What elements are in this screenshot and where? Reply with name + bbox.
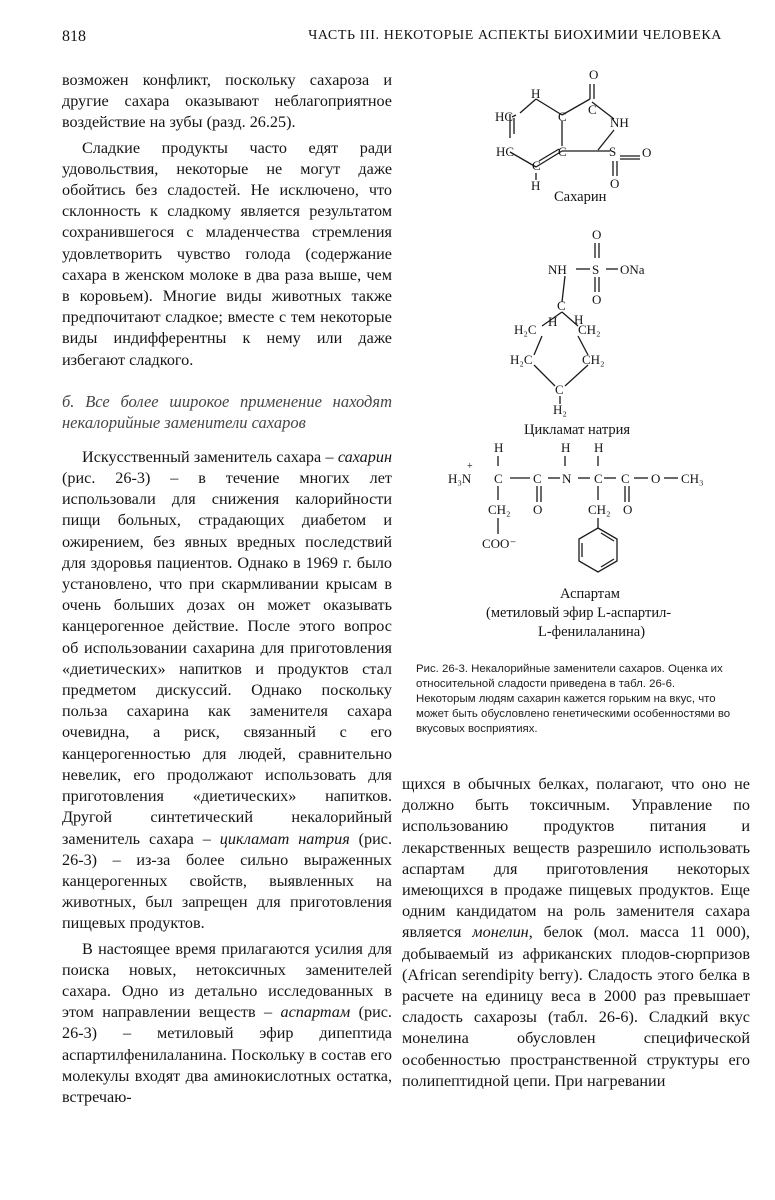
paragraph: Сладкие продукты часто едят ради удовольствия, некоторые не могут даже обойтись без сладостей. Не исключено, что склонность к сладкому является результатом сохранившегося с младенчества стремления удовлетворить чувство голода (содержание сахара в женском молоке в два раза выше, чем в коровьем). Многие виды животных также предпочитают сладкое; вместе с тем некоторые виды индифферентны к нему или даже избегают сладкого.	[62, 138, 392, 369]
atom-label: C	[494, 471, 503, 486]
atom-label: C	[588, 102, 597, 117]
atom-label: C	[532, 158, 541, 173]
paragraph: щихся в обычных белках, полагают, что оно не должно быть токсичным. Управление по использованию продуктов питания и лекарственных веществ разрешило использовать аспартам для приготовления некоторых имеющихся в продаже пищевых продуктов. Еще одним кандидатом на роль заменителя сахара является монелин, белок (мол. масса 11 000), добываемый из африканских плодов-сюрпризов (African serendipity berry). Сладость этого белка в расчете на единицу веса в 2000 раз превышает сладость сахарозы (табл. 26-6). Сладкий вкус монелина обусловлен специфической особенностью пространственной структуры его полипептидной цепи. При нагревании	[402, 775, 750, 1090]
atom-label: C	[594, 471, 603, 486]
term-saccharin: сахарин	[337, 447, 392, 466]
atom-label: H	[531, 86, 541, 101]
atom-label: O	[592, 292, 602, 307]
right-column	[402, 774, 750, 1092]
aspartame-full-name: L-фенилаланина)	[538, 624, 646, 640]
figure-caption: Рис. 26-3. Некалорийные заменители сахаров. Оценка их относительной сладости приведена в табл. 26-6. Некоторым людям сахарин кажется горьким на вкус, что может быть обусловлено генетическими особенностями во вкусовых восприятиях.	[416, 663, 731, 735]
atom-label: CH₂	[578, 322, 601, 337]
atom-label: NH	[548, 262, 567, 277]
atom-label: C	[533, 471, 542, 486]
atom-label: H	[561, 440, 571, 455]
aspartame-full-name: (метиловый эфир L-аспартил-	[486, 605, 672, 621]
page-number: 818	[62, 28, 86, 45]
running-title: ЧАСТЬ III. НЕКОТОРЫЕ АСПЕКТЫ БИОХИМИИ ЧЕЛОВЕКА	[308, 28, 722, 43]
atom-label: HC	[496, 144, 515, 159]
paragraph: Искусственный заменитель сахара – сахарин (рис. 26-3) – в течение многих лет использовали для снижения калорийности пищи больных, страдающих диабетом и ожирением, без явных вредных последствий для здоровья пациентов. Однако в 1969 г. было установлено, что при скармливании крысам в очень больших дозах он может оказывать канцерогенное действие. После этого вопрос об использовании сахарина для приготовления «диетических» напитков и продуктов стал предметом дискуссий. Однако поскольку польза сахарина как заменителя сахара очевидна, а риск, связанный с его канцерогенностью для людей, сравнительно невелик, его продолжают использовать для приготовления «диетических» напитков. Другой синтетический некалорийный заменитель сахара – цикламат натрия (рис. 26-3) – из-за более сильно выраженных канцерогенных свойств, выявленных на животных, был запрещен для приготовления пищевых продуктов.	[62, 447, 392, 933]
atom-label: O	[642, 145, 652, 160]
atom-label: H	[594, 440, 604, 455]
charge-label: +	[467, 461, 473, 472]
atom-label: C	[558, 144, 567, 159]
left-column	[62, 70, 392, 1108]
atom-label: O	[610, 176, 620, 191]
atom-label: H₂	[553, 402, 567, 417]
atom-label: O	[651, 471, 661, 486]
atom-label: C	[557, 298, 566, 313]
atom-label: H	[531, 178, 541, 193]
term-cyclamate: цикламат натрия	[219, 829, 350, 848]
term-monellin: монелин	[472, 923, 529, 942]
atom-label: N	[562, 471, 572, 486]
atom-label: O	[623, 502, 633, 517]
atom-label: S	[592, 262, 600, 277]
saccharin-label: Сахарин	[554, 189, 607, 205]
figure-26-3	[402, 64, 750, 754]
atom-label: CH₂	[488, 502, 511, 517]
atom-label: H₂C	[514, 322, 537, 337]
atom-label: COO⁻	[482, 536, 517, 551]
atom-label: H₂C	[510, 352, 533, 367]
atom-label: O	[592, 227, 602, 242]
atom-label: HC	[495, 109, 514, 124]
page-header	[62, 28, 722, 50]
atom-label: C	[621, 471, 630, 486]
structural-formulas	[402, 64, 750, 664]
atom-label: C	[555, 382, 564, 397]
term-aspartame: аспартам	[280, 1003, 351, 1022]
atom-label: C	[558, 109, 567, 124]
atom-label: NH	[610, 115, 629, 130]
aspartame-label: Аспартам	[560, 586, 620, 602]
section-heading: б. Все более широкое применение находят некалорийные заменители сахаров	[62, 391, 392, 432]
paragraph: возможен конфликт, поскольку сахароза и другие сахара оказывают неблагоприятное воздействие на зубы (разд. 26.25).	[62, 71, 392, 132]
atom-label: CH₂	[588, 502, 611, 517]
paragraph: В настоящее время прилагаются усилия для поиска новых, нетоксичных заменителей сахара. Одно из детально исследованных в этом направлении веществ – аспартам (рис. 26-3) – метиловый эфир дипептида аспартилфенилаланина. Поскольку в состав его молекулы входят два аминокислотных остатка, встречаю-	[62, 939, 392, 1106]
cyclamate-label: Цикламат натрия	[524, 422, 631, 438]
atom-label: O	[533, 502, 543, 517]
atom-label: CH₂	[582, 352, 605, 367]
atom-label: CH₃	[681, 471, 704, 486]
atom-label: H	[574, 312, 584, 327]
atom-label: ONa	[620, 262, 645, 277]
atom-label: S	[609, 144, 617, 159]
atom-label: H₃N	[448, 471, 472, 486]
atom-label: H	[494, 440, 504, 455]
atom-label: H	[548, 314, 558, 329]
atom-label: O	[589, 67, 599, 82]
